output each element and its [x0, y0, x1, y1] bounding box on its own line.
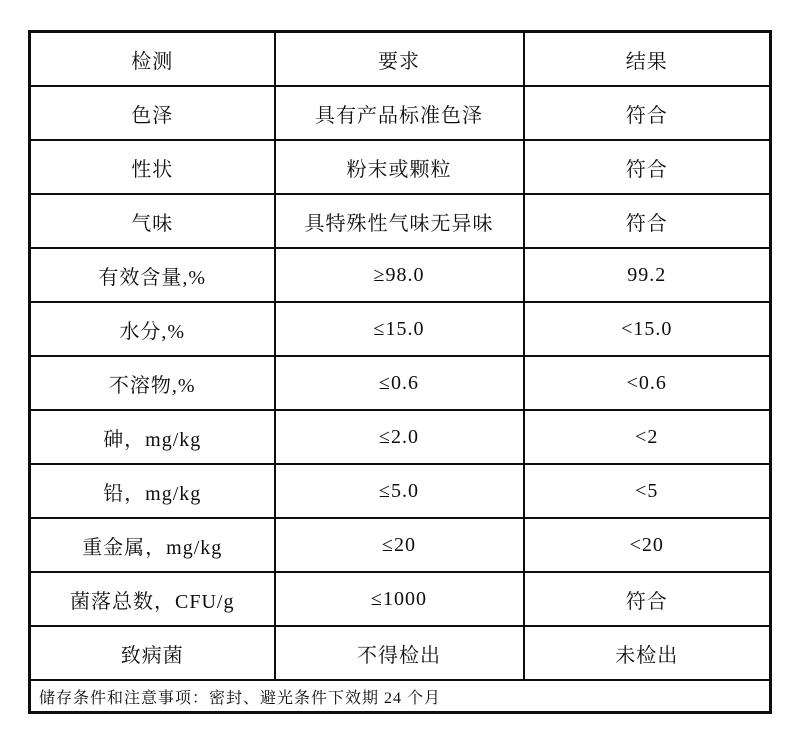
- result-cell: <0.6: [524, 356, 771, 410]
- result-cell: <5: [524, 464, 771, 518]
- test-item-cell: 砷，mg/kg: [30, 410, 275, 464]
- table-row-pathogens: [30, 626, 771, 680]
- test-item-cell: 铅，mg/kg: [30, 464, 275, 518]
- result-cell: 99.2: [524, 248, 771, 302]
- table-row-appearance: [30, 140, 771, 194]
- requirement-cell: 不得检出: [275, 626, 524, 680]
- test-item-cell: 不溶物,%: [30, 356, 275, 410]
- result-cell: 未检出: [524, 626, 771, 680]
- test-item-cell: 重金属，mg/kg: [30, 518, 275, 572]
- table-row-odor: [30, 194, 771, 248]
- requirement-cell: ≤20: [275, 518, 524, 572]
- test-item-cell: 水分,%: [30, 302, 275, 356]
- table-row-active-content: [30, 248, 771, 302]
- table-footer-row: [30, 680, 771, 713]
- test-item-cell: 色泽: [30, 86, 275, 140]
- table-row-arsenic: [30, 410, 771, 464]
- table-row-lead: [30, 464, 771, 518]
- storage-conditions-note: 储存条件和注意事项：密封、避光条件下效期 24 个月: [30, 680, 771, 713]
- table-row-moisture: [30, 302, 771, 356]
- requirement-cell: ≤1000: [275, 572, 524, 626]
- result-cell: 符合: [524, 194, 771, 248]
- header-cell-requirement: 要求: [275, 32, 524, 87]
- result-cell: <2: [524, 410, 771, 464]
- test-item-cell: 致病菌: [30, 626, 275, 680]
- table-row-heavy-metals: [30, 518, 771, 572]
- table-row-color: [30, 86, 771, 140]
- inspection-table: [28, 30, 772, 714]
- result-cell: 符合: [524, 86, 771, 140]
- requirement-cell: ≤15.0: [275, 302, 524, 356]
- requirement-cell: 具特殊性气味无异味: [275, 194, 524, 248]
- table-row-insoluble: [30, 356, 771, 410]
- table-header-row: [30, 32, 771, 87]
- result-cell: <15.0: [524, 302, 771, 356]
- test-item-cell: 菌落总数，CFU/g: [30, 572, 275, 626]
- header-cell-test: 检测: [30, 32, 275, 87]
- table-row-total-plate-count: [30, 572, 771, 626]
- requirement-cell: ≤5.0: [275, 464, 524, 518]
- requirement-cell: 具有产品标准色泽: [275, 86, 524, 140]
- test-item-cell: 性状: [30, 140, 275, 194]
- test-item-cell: 气味: [30, 194, 275, 248]
- result-cell: 符合: [524, 140, 771, 194]
- requirement-cell: 粉末或颗粒: [275, 140, 524, 194]
- result-cell: <20: [524, 518, 771, 572]
- test-item-cell: 有效含量,%: [30, 248, 275, 302]
- result-cell: 符合: [524, 572, 771, 626]
- requirement-cell: ≤2.0: [275, 410, 524, 464]
- requirement-cell: ≥98.0: [275, 248, 524, 302]
- header-cell-result: 结果: [524, 32, 771, 87]
- requirement-cell: ≤0.6: [275, 356, 524, 410]
